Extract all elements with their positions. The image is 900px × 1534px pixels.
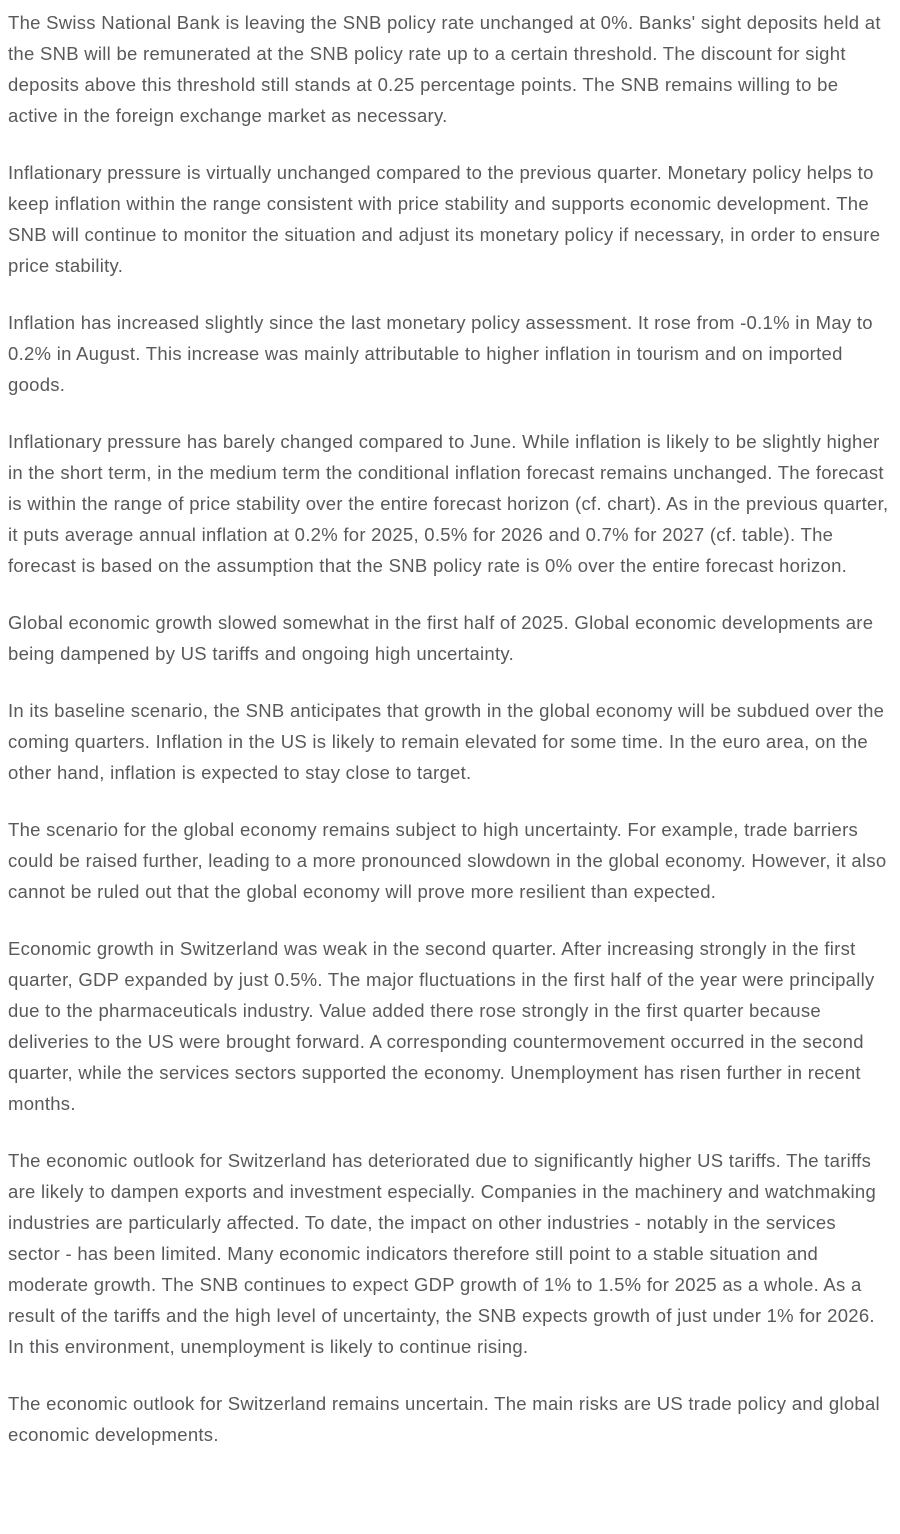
paragraph-inflationary-pressure: Inflationary pressure is virtually unchanged compared to the previous quarter. Monetary policy helps to keep inflation within the range consistent with price stability and supports economic development. The SNB will continue to monitor the situation and adjust its monetary policy if necessary, in order to ensure price stability. — [8, 162, 881, 276]
paragraph-inflation-increase: Inflation has increased slightly since the last monetary policy assessment. It rose from -0.1% in May to 0.2% in August. This increase was mainly attributable to higher inflation in tourism and on imported goods. — [8, 312, 873, 395]
paragraph-swiss-outlook-tariffs: The economic outlook for Switzerland has deteriorated due to significantly higher US tariffs. The tariffs are likely to dampen exports and investment especially. Companies in the machinery and watchmaking industries are particularly affected. To date, the impact on other industries - notably in the services sector - has been limited. Many economic indicators therefore still point to a stable situation and moderate growth. The SNB continues to expect GDP growth of 1% to 1.5% for 2025 as a whole. As a result of the tariffs and the high level of uncertainty, the SNB expects growth of just under 1% for 2026. In this environment, unemployment is likely to continue rising. — [8, 1150, 877, 1357]
paragraph-policy-rate-decision: The Swiss National Bank is leaving the SNB policy rate unchanged at 0%. Banks' sight deposits held at the SNB will be remunerated at the SNB policy rate up to a certain threshold. The discount for sight deposits above this threshold still stands at 0.25 percentage points. The SNB remains willing to be active in the foreign exchange market as necessary. — [8, 12, 881, 126]
paragraph-swiss-growth: Economic growth in Switzerland was weak in the second quarter. After increasing strongly in the first quarter, GDP expanded by just 0.5%. The major fluctuations in the first half of the year were principally due to the pharmaceuticals industry. Value added there rose strongly in the first quarter because deliveries to the US were brought forward. A corresponding countermovement occurred in the second quarter, while the services sectors supported the economy. Unemployment has risen further in recent months. — [8, 938, 875, 1114]
paragraph-global-uncertainty: The scenario for the global economy remains subject to high uncertainty. For example, trade barriers could be raised further, leading to a more pronounced slowdown in the global economy. However, it also cannot be ruled out that the global economy will prove more resilient than expected. — [8, 819, 887, 902]
paragraph-baseline-scenario: In its baseline scenario, the SNB anticipates that growth in the global economy will be subdued over the coming quarters. Inflation in the US is likely to remain elevated for some time. In the euro area, on the other hand, inflation is expected to stay close to target. — [8, 700, 885, 783]
paragraph-inflation-forecast: Inflationary pressure has barely changed compared to June. While inflation is likely to be slightly higher in the short term, in the medium term the conditional inflation forecast remains unchanged. The forecast is within the range of price stability over the entire forecast horizon (cf. chart). As in the previous quarter, it puts average annual inflation at 0.2% for 2025, 0.5% for 2026 and 0.7% for 2027 (cf. table). The forecast is based on the assumption that the SNB policy rate is 0% over the entire forecast horizon. — [8, 431, 889, 576]
paragraph-swiss-outlook-risks: The economic outlook for Switzerland remains uncertain. The main risks are US trade policy and global economic developments. — [8, 1393, 880, 1445]
paragraph-global-growth: Global economic growth slowed somewhat in the first half of 2025. Global economic developments are being dampened by US tariffs and ongoing high uncertainty. — [8, 612, 874, 664]
